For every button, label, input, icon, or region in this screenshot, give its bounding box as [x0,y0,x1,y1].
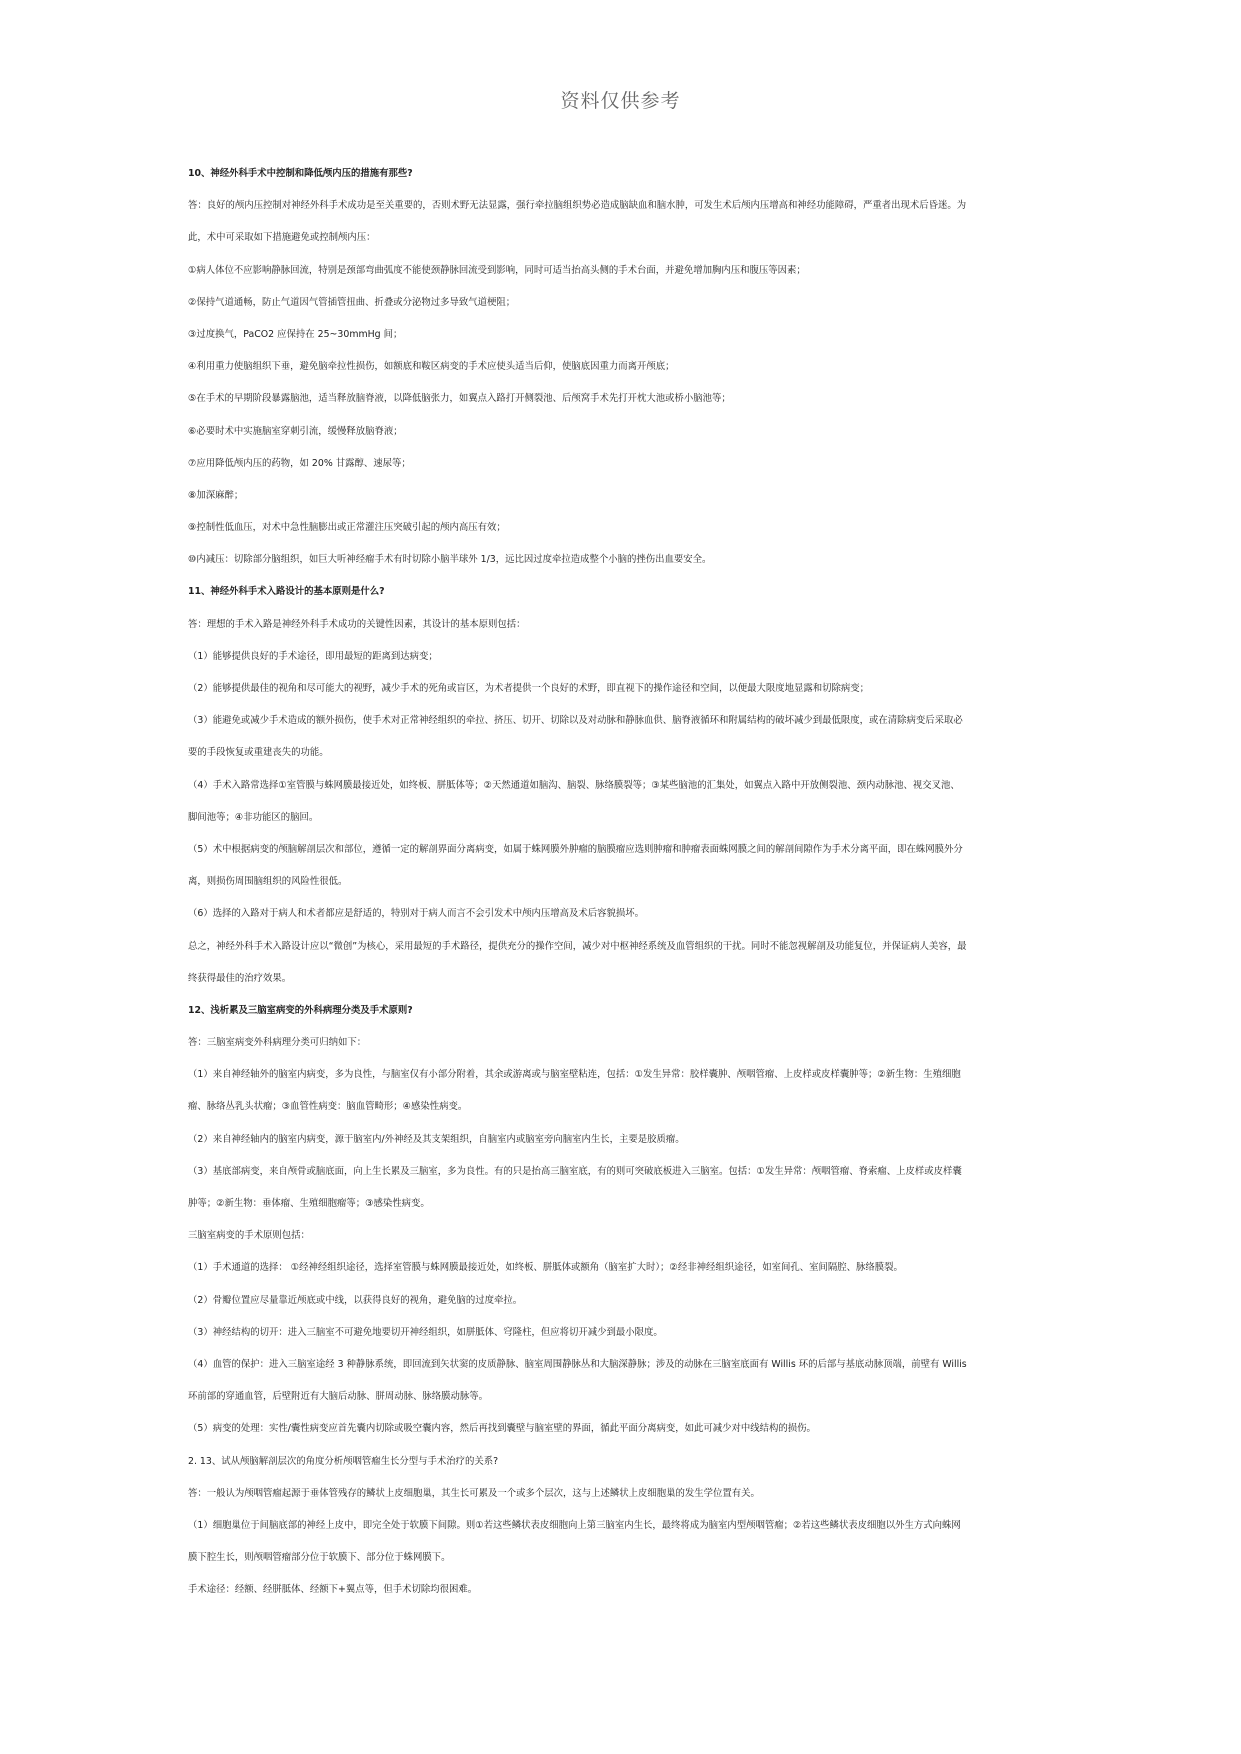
text-line: ⑦应用降低颅内压的药物，如 20% 甘露醇、速尿等； [188,457,411,469]
text-line: （1）细胞巢位于间脑底部的神经上皮中，即完全处于软膜下间隙。则①若这些鳞状表皮细胞向上第三脑室内生长，最终将成为脑室内型颅咽管瘤；②若这些鳞状表皮细胞以外生方式向蛛网 [188,1519,961,1531]
text-line: （2）骨瓣位置应尽量靠近颅底或中线，以获得良好的视角，避免脑的过度牵拉。 [188,1294,523,1306]
text-line: ⑩内减压：切除部分脑组织，如巨大听神经瘤手术有时切除小脑半球外 1/3，远比因过度牵拉造成整个小脑的挫伤出血要安全。 [188,554,712,566]
text-line: （2）来自神经轴内的脑室内病变，源于脑室内/外神经及其支架组织，自脑室内或脑室旁向脑室内生长，主要是胶质瘤。 [188,1133,685,1145]
text-line: 膜下腔生长，则颅咽管瘤部分位于软膜下、部分位于蛛网膜下。 [188,1552,451,1564]
text-line: 此，术中可采取如下措施避免或控制颅内压： [188,232,376,244]
text-line: 瘤、脉络丛乳头状瘤；③血管性病变：脑血管畸形；④感染性病变。 [188,1101,468,1113]
text-line: 2. 13、试从颅脑解剖层次的角度分析颅咽管瘤生长分型与手术治疗的关系? [188,1455,499,1467]
text-line: 脚间池等；④非功能区的脑回。 [188,811,319,823]
text-line: （5）病变的处理：实性/囊性病变应首先囊内切除或吸空囊内容，然后再找到囊壁与脑室壁的界面，循此平面分离病变，如此可减少对中线结构的损伤。 [188,1423,816,1435]
text-line: 肿等；②新生物：垂体瘤、生殖细胞瘤等；③感染性病变。 [188,1198,430,1209]
page-header-title: 资料仅供参考 [560,90,681,112]
text-line: ⑥必要时术中实施脑室穿刺引流，缓慢释放脑脊液； [188,425,403,437]
text-line: （1）手术通道的选择： ①经神经组织途径，选择室管膜与蛛网膜最接近处，如终板、胼胝体或额角（脑室扩大时）；②经非神经组织途径，如室间孔、室间隔腔、脉络膜裂。 [188,1262,903,1274]
text-line: ④利用重力使脑组织下垂，避免脑牵拉性损伤，如额底和鞍区病变的手术应使头适当后仰，使脑底因重力而离开颅底； [188,361,675,373]
text-line: （2）能够提供最佳的视角和尽可能大的视野，减少手术的死角或盲区，为术者提供一个良好的术野，即直视下的操作途径和空间，以便最大限度地显露和切除病变； [188,683,869,694]
text-line: （3）能避免或减少手术造成的额外损伤，使手术对正常神经组织的牵拉、挤压、切开、切除以及对动脉和静脉血供、脑脊液循环和附属结构的破坏减少到最低限度，或在清除病变后采取必 [188,715,963,727]
text-line: 答：良好的颅内压控制对神经外科手术成功是至关重要的，否则术野无法显露，强行牵拉脑组织势必造成脑缺血和脑水肿，可发生术后颅内压增高和神经功能障碍，严重者出现术后昏迷。为 [188,200,967,212]
text-line: ①病人体位不应影响静脉回流，特别是颈部弯曲弧度不能使颈静脉回流受到影响，同时可适当抬高头侧的手术台面，并避免增加胸内压和腹压等因素； [188,264,806,276]
text-line: 答：三脑室病变外科病理分类可归纳如下： [188,1037,367,1049]
text-line: 要的手段恢复或重建丧失的功能。 [188,747,329,759]
text-line: （4）血管的保护：进入三脑室途经 3 种静脉系统，即回流到矢状窦的皮质静脉、脑室周围静脉丛和大脑深静脉；涉及的动脉在三脑室底面有 Willis 环的后部与基底动脉顶端，前壁有 Willis [188,1358,967,1370]
text-line: （1）能够提供良好的手术途径，即用最短的距离到达病变； [188,650,438,662]
text-line: ⑨控制性低血压，对术中急性脑膨出或正常灌注压突破引起的颅内高压有效； [188,522,506,534]
text-line: （5）术中根据病变的颅脑解剖层次和部位，遵循一定的解剖界面分离病变，如属于蛛网膜外肿瘤的脑膜瘤应选则肿瘤和肿瘤表面蛛网膜之间的解剖间隙作为手术分离平面，即在蛛网膜外分 [188,843,963,855]
text-line: 环前部的穿通血管，后壁附近有大脑后动脉、胼周动脉、脉络膜动脉等。 [188,1391,489,1403]
text-line: （1）来自神经轴外的脑室内病变，多为良性，与脑室仅有小部分附着，其余或游离或与脑室壁粘连，包括：①发生异常：胶样囊肿、颅咽管瘤、上皮样或皮样囊肿等；②新生物：生殖细胞 [188,1069,961,1081]
text-line: 答：理想的手术入路是神经外科手术成功的关键性因素，其设计的基本原则包括： [188,618,526,630]
text-line: ②保持气道通畅，防止气道因气管插管扭曲、折叠或分泌物过多导致气道梗阻； [188,296,516,308]
question-heading: 12、浅析累及三脑室病变的外科病理分类及手术原则? [188,1004,413,1016]
text-line: 终获得最佳的治疗效果。 [188,972,292,984]
text-line: （3）基底部病变，来自颅骨或脑底面，向上生长累及三脑室，多为良性。有的只是抬高三脑室底，有的则可突破底板进入三脑室。包括：①发生异常：颅咽管瘤、脊索瘤、上皮样或皮样囊 [188,1165,962,1177]
text-line: （4）手术入路常选择①室管膜与蛛网膜最接近处，如终板、胼胝体等；②天然通道如脑沟、脑裂、脉络膜裂等；③某些脑池的汇集处，如翼点入路中开放侧裂池、颈内动脉池、视交叉池、 [188,779,960,791]
text-line: （3）神经结构的切开：进入三脑室不可避免地要切开神经组织，如胼胝体、穹隆柱，但应将切开减少到最小限度。 [188,1326,663,1338]
text-line: 三脑室病变的手术原则包括： [188,1230,310,1242]
document-body [188,158,1054,1606]
question-heading: 11、神经外科手术入路设计的基本原则是什么? [188,586,385,598]
text-line: 离，则损伤周围脑组织的风险性很低。 [188,876,348,888]
text-line: ⑧加深麻醉； [188,489,244,501]
text-line: 总之，神经外科手术入路设计应以“微创”为核心，采用最短的手术路径，提供充分的操作空间，减少对中枢神经系统及血管组织的干扰。同时不能忽视解剖及功能复位，并保证病人美容，最 [188,940,967,952]
question-heading: 10、神经外科手术中控制和降低颅内压的措施有那些? [188,168,413,179]
text-line: （6）选择的入路对于病人和术者都应是舒适的，特别对于病人而言不会引发术中颅内压增高及术后容貌损坏。 [188,908,644,920]
text-line: ⑤在手术的早期阶段暴露脑池，适当释放脑脊液，以降低脑张力，如翼点入路打开侧裂池、后颅窝手术先打开枕大池或桥小脑池等； [188,393,731,405]
text-line: 答：一般认为颅咽管瘤起源于垂体管残存的鳞状上皮细胞巢，其生长可累及一个或多个层次，这与上述鳞状上皮细胞巢的发生学位置有关。 [188,1487,760,1499]
text-line: 手术途径：经额、经胼胝体、经额下+翼点等，但手术切除均很困难。 [188,1584,478,1596]
text-line: ③过度换气，PaCO2 应保持在 25~30mmHg 间； [188,328,403,340]
